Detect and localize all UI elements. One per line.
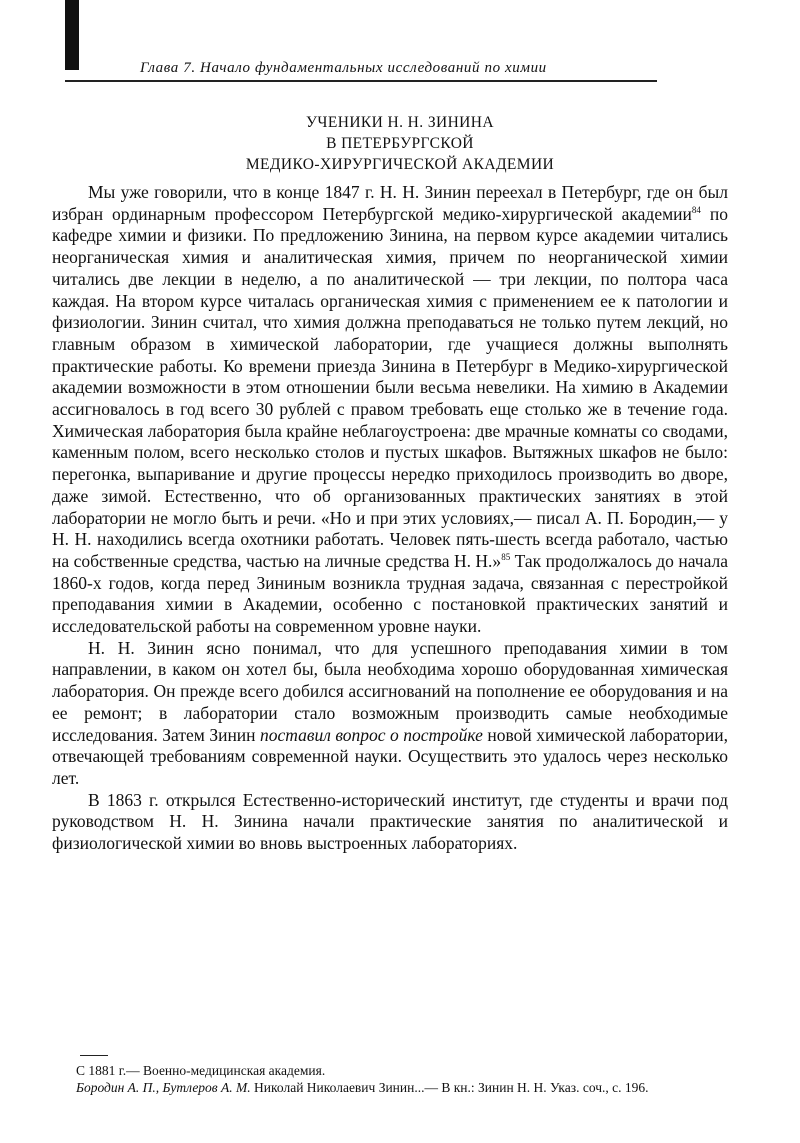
footnote-84: С 1881 г.— Военно-медицинская академия.: [76, 1063, 326, 1078]
page-edge-mark: [65, 0, 79, 70]
paragraph-1-part-c: Так продолжалось до начала 1860-х годов, когда перед Зининым возникла трудная задача, связанная с перестройкой преподавания химии в Академии, особенно с постановкой практических занятий и исследовательской работы на современном уровне науки.: [52, 550, 729, 637]
paragraph-1: [52, 182, 728, 638]
body-text: [52, 182, 728, 855]
paragraph-1-part-a: Мы уже говорили, что в конце 1847 г. Н. Н. Зинин переехал в Петербург, где он был избран ординарным профессором Петербургской медико-хирургической академии: [52, 182, 728, 224]
footnote-85-authors: Бородин А. П., Бутлеров А. М.: [76, 1080, 251, 1095]
section-title-line-1: УЧЕНИКИ Н. Н. ЗИНИНА: [306, 114, 494, 131]
footnotes: [58, 1062, 724, 1096]
footnote-85-rest: Николай Николаевич Зинин...— В кн.: Зинин Н. Н. Указ. соч., с. 196.: [250, 1080, 649, 1095]
paragraph-1-part-b: по кафедре химии и физики. По предложению Зинина, на первом курсе академии читались неорганическая химия и аналитическая химия, причем по неорганической химии читались две лекции в неделю, а по аналитической — три лекции, по полтора часа каждая. На втором курсе читалась органическая химия с применением ее к патологии и физиологии. Зинин считал, что химия должна преподаваться не только путем лекций, но главным образом в химической лаборатории, где учащиеся должны выполнять практические работы. Ко времени приезда Зинина в Петербург в Медико-хирургической академии возможности в этом отношении были весьма невелики. На химию в Академии ассигновалось в год всего 30 рублей с правом требовать еще столько же в течение года. Химическая лаборатория была крайне неблагоустроена: две мрачные комнаты со сводами, каменным полом, всего несколько столов и пустых шкафов. Вытяжных шкафов не было: перегонка, выпаривание и другие процессы нередко приходилось производить во дворе, даже зимой. Естественно, что об организованных практических занятиях в этой лаборатории не могло быть и речи. «Но и при этих условиях,— писал А. П. Бородин,— у Н. Н. находились всегда охотники работать. Человек пять-шесть всегда работало, частью на собственные средства, частью на личные средства Н. Н.»: [52, 203, 728, 571]
paragraph-2-part-b: новой химической лаборатории, отвечающей требованиям современной науки. Осуществить это удалось через несколько лет.: [52, 724, 729, 788]
section-title: [160, 112, 640, 175]
section-title-line-2: В ПЕТЕРБУРГСКОЙ: [326, 135, 474, 152]
footnote-85: [58, 1079, 724, 1096]
paragraph-2-part-a: Н. Н. Зинин ясно понимал, что для успешного преподавания химии в том направлении, в каком он хотел бы, была необходима хорошо оборудованная химическая лаборатория. Он прежде всего добился ассигнований на пополнение ее оборудования и на ее ремонт; в лаборатории стало возможным производить самые необходимые исследования. Затем Зинин: [52, 637, 728, 745]
header-rule: [65, 80, 657, 82]
footnote-rule: [80, 1055, 108, 1056]
footnote-ref-85: 85: [501, 552, 511, 563]
running-header: Глава 7. Начало фундаментальных исследований по химии: [140, 60, 547, 76]
footnote-ref-84: 84: [691, 204, 701, 215]
paragraph-2: [52, 638, 728, 790]
section-title-line-3: МЕДИКО-ХИРУРГИЧЕСКОЙ АКАДЕМИИ: [245, 156, 555, 173]
paragraph-2-italic: поставил вопрос о постройке: [260, 724, 483, 745]
paragraph-3: В 1863 г. открылся Естественно-исторический институт, где студенты и врачи под руководством Н. Н. Зинина начали практические занятия по аналитической и физиологической химии во вновь выстроенных лабораториях.: [52, 789, 728, 854]
